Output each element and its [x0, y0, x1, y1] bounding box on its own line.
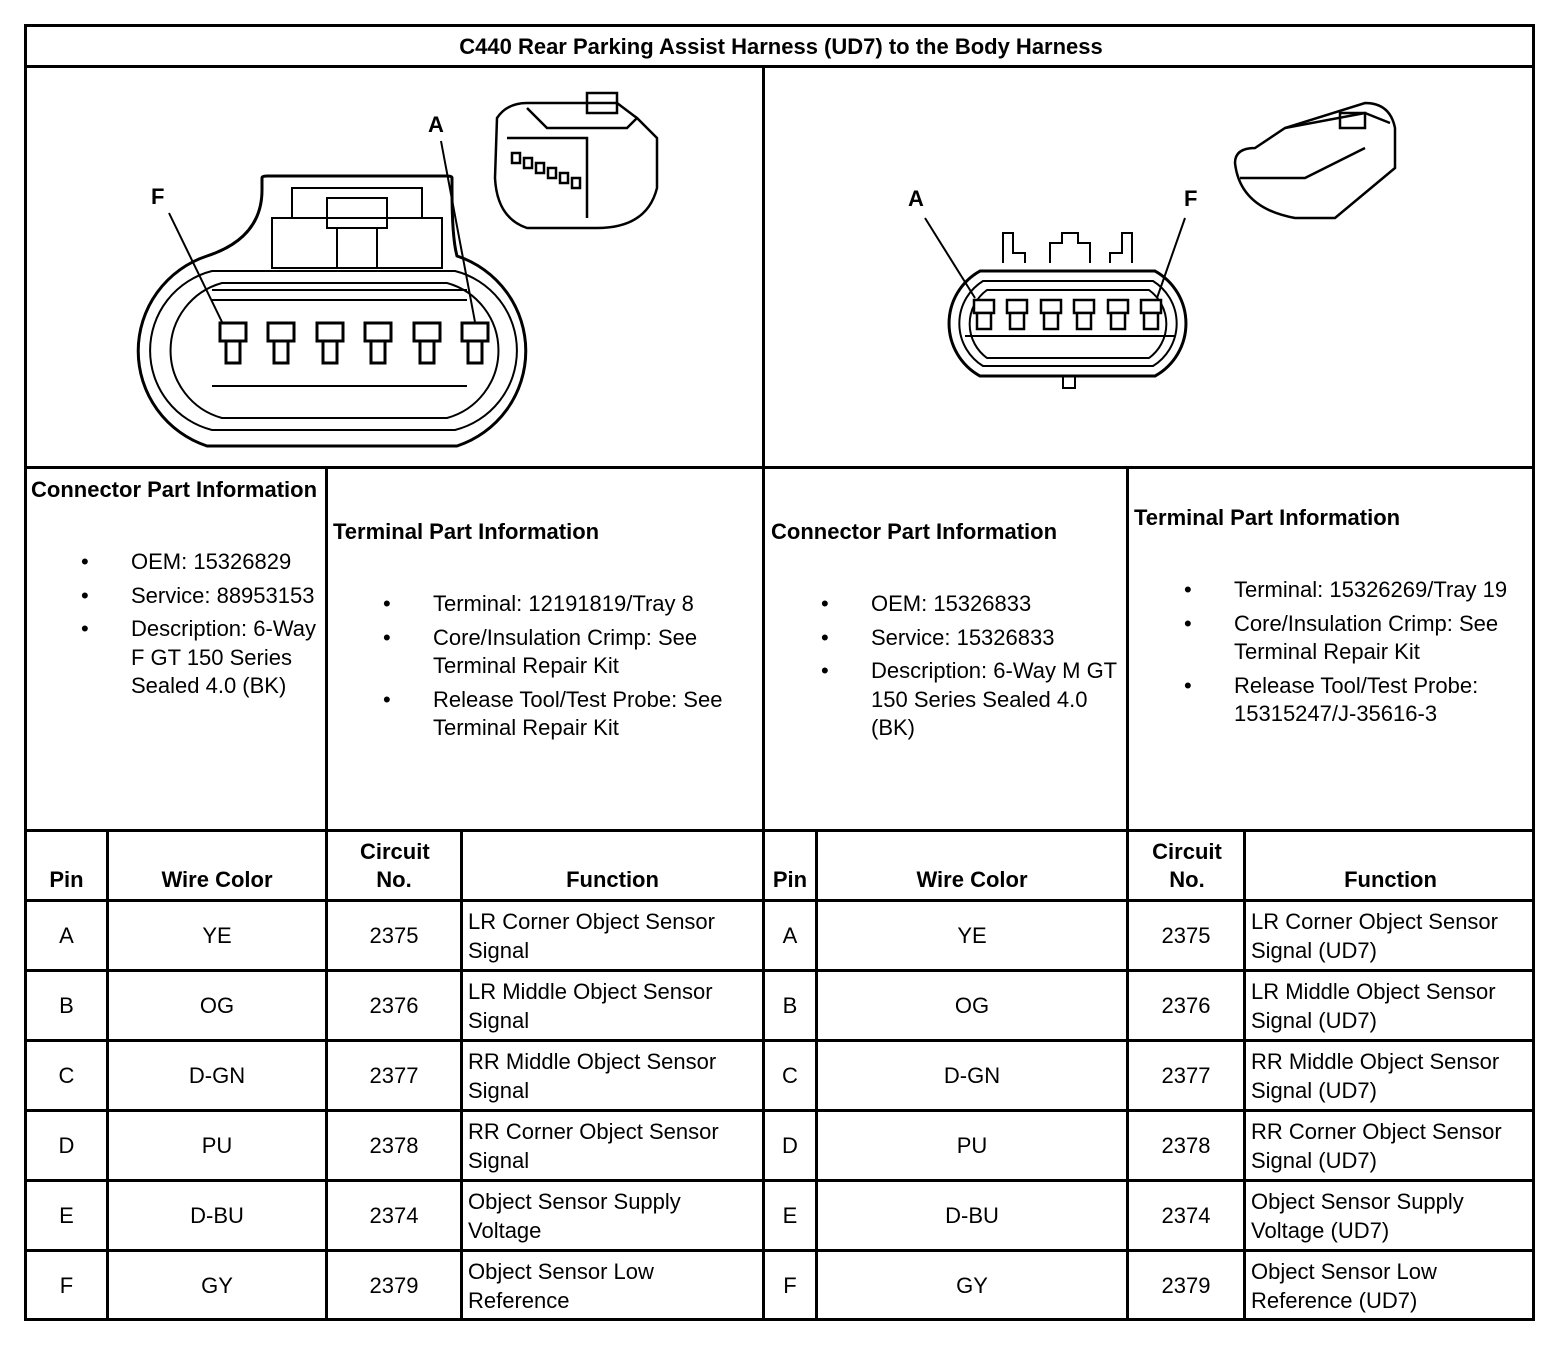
function-cell: RR Corner Object Sensor Signal (UD7) — [1251, 1119, 1502, 1173]
list-item: • Core/Insulation Crimp: See Terminal Repair Kit — [1134, 610, 1532, 667]
divider — [460, 829, 463, 1321]
left-connector-info — [31, 476, 321, 706]
pin-label-a: A — [908, 186, 924, 211]
function-cell: RR Middle Object Sensor Signal (UD7) — [1251, 1049, 1500, 1103]
circuit-cell: 2378 — [369, 1133, 419, 1158]
list-item: • Service: 15326833 — [771, 624, 1121, 653]
pin-cell: C — [58, 1063, 75, 1088]
wire-color-cell: OG — [954, 993, 990, 1018]
list-item: • Release Tool/Test Probe: 15315247/J-35616-3 — [1134, 672, 1532, 729]
function-cell: LR Corner Object Sensor Signal — [468, 909, 715, 963]
divider — [1126, 466, 1129, 1321]
list-item: • Terminal: 15326269/Tray 19 — [1134, 576, 1532, 605]
divider — [24, 1249, 1535, 1252]
wire-color-cell: D-GN — [188, 1063, 246, 1088]
wire-color-cell: GY — [201, 1273, 233, 1298]
function-cell: RR Corner Object Sensor Signal — [468, 1119, 719, 1173]
wire-color-cell: PU — [201, 1133, 233, 1158]
circuit-cell: 2378 — [1161, 1133, 1211, 1158]
function-cell: LR Middle Object Sensor Signal — [468, 979, 713, 1033]
divider — [24, 1179, 1535, 1182]
pin-cell: E — [782, 1203, 798, 1228]
left-terminal-info — [333, 518, 758, 748]
function-cell: Object Sensor Supply Voltage — [468, 1189, 681, 1243]
divider — [24, 969, 1535, 972]
divider — [24, 466, 1535, 469]
wire-color-cell: YE — [957, 923, 987, 948]
circuit-cell: 2375 — [1161, 923, 1211, 948]
divider — [24, 899, 1535, 902]
right-connector-info — [771, 518, 1121, 748]
divider — [24, 1039, 1535, 1042]
circuit-cell: 2379 — [369, 1273, 419, 1298]
function-cell: Object Sensor Low Reference (UD7) — [1251, 1259, 1437, 1313]
wire-color-cell: D-BU — [945, 1203, 999, 1228]
pin-cell: E — [59, 1203, 74, 1228]
section-heading: Terminal Part Information — [1134, 505, 1401, 530]
function-cell: LR Corner Object Sensor Signal (UD7) — [1251, 909, 1498, 963]
pin-cell: D — [58, 1133, 75, 1158]
list-item: • Core/Insulation Crimp: See Terminal Repair Kit — [333, 624, 758, 681]
wire-color-cell: GY — [956, 1273, 988, 1298]
list-item: • OEM: 15326833 — [771, 590, 1121, 619]
divider — [1243, 829, 1246, 1321]
list-item: • Service: 88953153 — [31, 582, 321, 611]
wire-color-cell: YE — [202, 923, 232, 948]
function-cell: Object Sensor Supply Voltage (UD7) — [1251, 1189, 1464, 1243]
wire-color-cell: OG — [199, 993, 235, 1018]
pin-cell: F — [59, 1273, 74, 1298]
wire-color-cell: PU — [956, 1133, 988, 1158]
header-circuit: Circuit No. — [1152, 839, 1222, 892]
pin-cell: B — [782, 993, 798, 1018]
male-connector-diagram — [765, 68, 1535, 466]
circuit-cell: 2376 — [369, 993, 419, 1018]
divider — [24, 829, 1535, 832]
list-item: • Description: 6-Way M GT 150 Series Sealed 4.0 (BK) — [771, 657, 1121, 743]
section-heading: Terminal Part Information — [333, 519, 600, 544]
circuit-cell: 2379 — [1161, 1273, 1211, 1298]
list-item: • Terminal: 12191819/Tray 8 — [333, 590, 758, 619]
circuit-cell: 2375 — [369, 923, 419, 948]
pin-label-f: F — [151, 184, 165, 209]
pin-cell: B — [59, 993, 74, 1018]
function-cell: LR Middle Object Sensor Signal (UD7) — [1251, 979, 1496, 1033]
circuit-cell: 2376 — [1161, 993, 1211, 1018]
header-wire-color: Wire Color — [916, 867, 1028, 892]
right-terminal-info — [1134, 504, 1532, 734]
header-pin: Pin — [49, 867, 84, 892]
header-wire-color: Wire Color — [161, 867, 273, 892]
pin-cell: A — [782, 923, 798, 948]
section-heading: Connector Part Information — [771, 519, 1058, 544]
pin-cell: C — [782, 1063, 798, 1088]
pin-cell: A — [59, 923, 74, 948]
section-heading: Connector Part Information — [31, 477, 318, 502]
pin-cell: D — [782, 1133, 798, 1158]
divider — [325, 466, 328, 1321]
wire-color-cell: D-BU — [190, 1203, 244, 1228]
pin-label-a: A — [428, 112, 444, 137]
circuit-cell: 2374 — [369, 1203, 419, 1228]
header-function: Function — [566, 867, 659, 892]
header-pin: Pin — [772, 867, 808, 892]
circuit-cell: 2377 — [369, 1063, 419, 1088]
function-cell: RR Middle Object Sensor Signal — [468, 1049, 717, 1103]
list-item: • OEM: 15326829 — [31, 548, 321, 577]
circuit-cell: 2374 — [1161, 1203, 1211, 1228]
divider — [24, 1109, 1535, 1112]
female-connector-diagram — [27, 68, 762, 466]
pin-label-f: F — [1184, 186, 1198, 211]
list-item: • Description: 6-Way F GT 150 Series Sealed 4.0 (BK) — [31, 615, 321, 701]
pin-cell: F — [783, 1273, 797, 1298]
function-cell: Object Sensor Low Reference — [468, 1259, 654, 1313]
circuit-cell: 2377 — [1161, 1063, 1211, 1088]
wire-color-cell: D-GN — [943, 1063, 1001, 1088]
list-item: • Release Tool/Test Probe: See Terminal Repair Kit — [333, 686, 758, 743]
header-function: Function — [1344, 867, 1437, 892]
header-circuit: Circuit No. — [360, 839, 430, 892]
page-title: C440 Rear Parking Assist Harness (UD7) to the Body Harness — [459, 34, 1103, 59]
